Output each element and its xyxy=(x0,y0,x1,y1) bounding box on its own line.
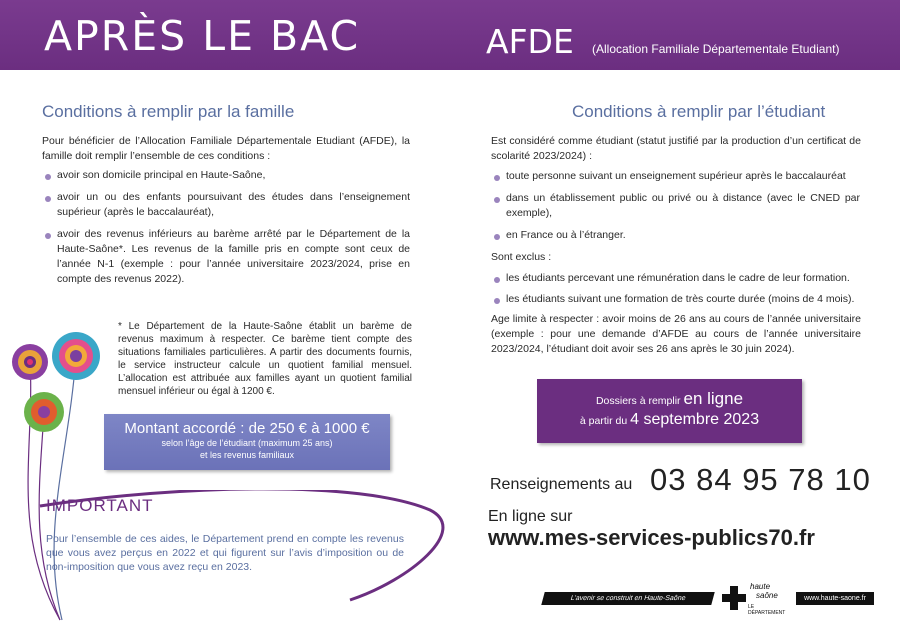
student-bullet-3: en France ou à l’étranger. xyxy=(506,229,626,241)
amount-title: Montant accordé : de 250 € à 1000 € xyxy=(124,420,370,437)
family-bullet-3: avoir des revenus inférieurs au barème arrêté par le Département de la Haute-Saône*. Les revenus de la famille pris en compte sont ceux de l’année N-1 (exemple : pour l’année universitaire 2023/2024, prise en compte des revenus 2022). xyxy=(57,228,410,285)
online-label: En ligne sur xyxy=(488,508,573,525)
dossier-date: 4 septembre 2023 xyxy=(630,411,760,428)
excluded-item-1: les étudiants percevant une rémunération dans le cadre de leur formation. xyxy=(506,272,850,284)
bullet-dot xyxy=(494,197,500,203)
amount-line-1: selon l’âge de l’étudiant (maximum 25 ans) xyxy=(161,438,333,448)
family-bullet-2: avoir un ou des enfants poursuivant des études dans l’enseignement supérieur (après le baccalauréat), xyxy=(57,191,410,218)
bullet-dot xyxy=(494,277,500,283)
phone-number[interactable]: 03 84 95 78 10 xyxy=(650,462,871,497)
footer-slogan: L’avenir se construit en Haute-Saône xyxy=(541,592,714,605)
dossier-online: en ligne xyxy=(683,389,744,408)
age-limit: Age limite à respecter : avoir moins de 26 ans au cours de l’année universitaire (exemple : pour une demande d’AFDE au cours de l’année universitaire 2023/2024, l’étudiant doit avoir ses 26 ans après le 30 juin 2024). xyxy=(491,313,861,355)
student-intro: Est considéré comme étudiant (statut justifié par la production d’un certificat de scolarité 2023/2024) : xyxy=(491,135,861,162)
bullet-dot xyxy=(45,174,51,180)
afde-label: AFDE xyxy=(486,22,574,61)
logo-line-3: LE DÉPARTEMENT xyxy=(748,604,786,616)
income-note: * Le Département de la Haute-Saône établit un barème de revenus maximum à respecter. Ce barème tient compte des situations familiales particulières. A partir des documents fournis, le service instructeur calcule un quotient familial mensuel. L’allocation est attribuée aux familles ayant un quotient familial mensuel inférieur ou égal à 1200 €. xyxy=(118,321,412,397)
afde-subtitle: (Allocation Familiale Départementale Etudiant) xyxy=(592,42,840,56)
application-box xyxy=(537,379,802,443)
logo-cross-icon xyxy=(722,586,746,610)
website-link[interactable]: www.mes-services-publics70.fr xyxy=(488,525,815,550)
logo-line-2: saône xyxy=(756,591,778,600)
footer-website[interactable]: www.haute-saone.fr xyxy=(796,592,874,605)
student-bullet-1: toute personne suivant un enseignement supérieur après le baccalauréat xyxy=(506,170,846,182)
bullet-dot xyxy=(494,298,500,304)
header-banner xyxy=(0,0,900,70)
important-text: Pour l’ensemble de ces aides, le Département prend en compte les revenus que vous avez perçus en 2022 et qui figurent sur l’avis d’imposition ou de non-imposition que vous avez reçu en 2023. xyxy=(46,533,404,573)
amount-line-2: et les revenus familiaux xyxy=(199,450,295,460)
family-intro: Pour bénéficier de l’Allocation Familiale Départementale Etudiant (AFDE), la famille doit remplir l’ensemble de ces conditions : xyxy=(42,135,410,162)
logo-line-1: haute xyxy=(750,582,771,591)
info-label: Renseignements au xyxy=(490,476,633,493)
excluded-label: Sont exclus : xyxy=(491,251,552,263)
excluded-item-2: les étudiants suivant une formation de très courte durée (moins de 4 mois). xyxy=(506,293,855,305)
important-title: IMPORTANT xyxy=(46,496,154,515)
dossier-date-prefix: à partir du xyxy=(579,415,628,427)
student-conditions-title: Conditions à remplir par l’étudiant xyxy=(572,102,826,121)
bullet-dot xyxy=(494,234,500,240)
department-logo xyxy=(722,582,792,616)
family-bullet-1: avoir son domicile principal en Haute-Saône, xyxy=(57,169,266,181)
amount-box xyxy=(104,414,390,470)
family-conditions-title: Conditions à remplir par la famille xyxy=(42,102,295,121)
bullet-dot xyxy=(494,175,500,181)
bullet-dot xyxy=(45,233,51,239)
bullet-dot xyxy=(45,196,51,202)
student-bullet-2: dans un établissement public ou privé ou à distance (avec le CNED par exemple), xyxy=(506,192,860,219)
page-title: APRÈS LE BAC xyxy=(44,12,361,60)
dossier-prefix: Dossiers à remplir xyxy=(595,395,681,407)
